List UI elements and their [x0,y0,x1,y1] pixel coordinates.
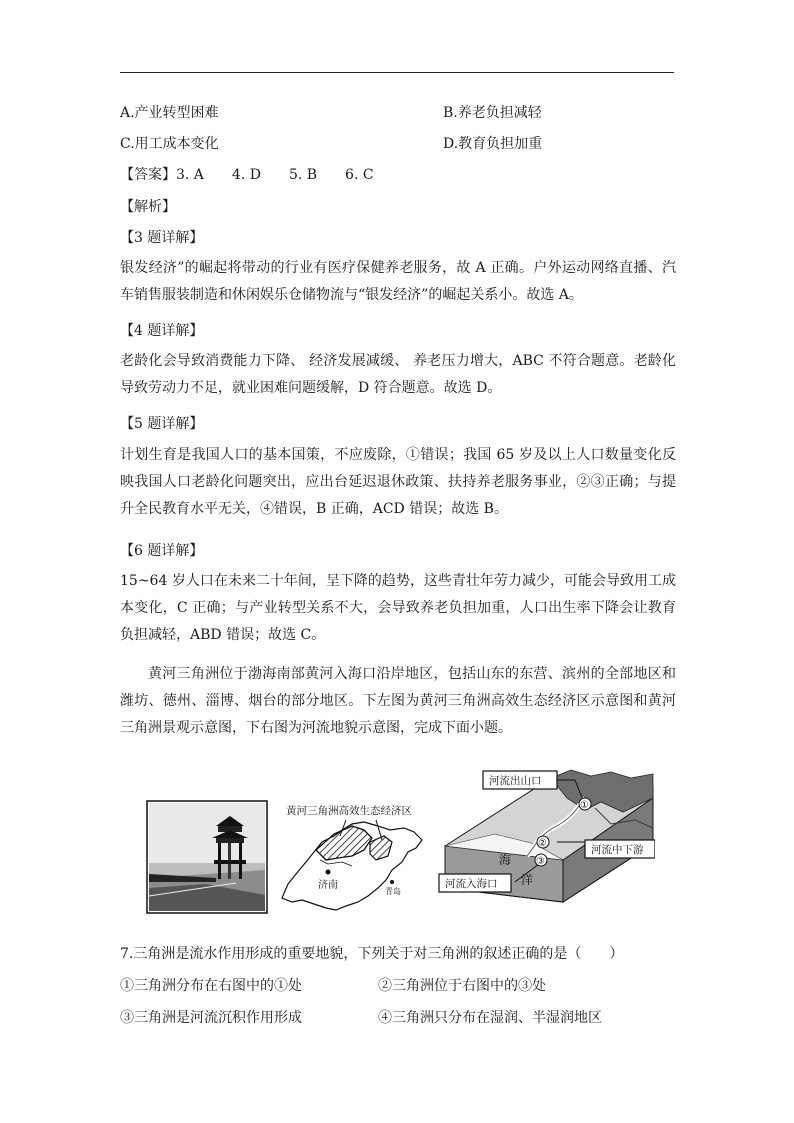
header-rule [120,72,674,73]
q7-option-2: ②三角洲位于右图中的③处 [378,978,546,994]
label-estuary: 河流入海口 [445,878,498,890]
option-c: C.用工成本变化 [120,136,219,152]
q5-text: 计划生育是我国人口的基本国策，不应废除，①错误；我国 65 岁及以上人口数量变化反映我国人口老龄化问题突出，应出台延迟退休政策、扶持养老服务事业，②③正确；与提升全民教育水平无关，④错误，B 正确，ACD 错误；故选 B。 [120,447,676,517]
q6-text: 15~64 岁人口在未来二十年间，呈下降的趋势，这些青壮年劳力减少，可能会导致用工成本变化，C 正确；与产业转型关系不大，会导致养老负担加重，人口出生率下降会让教育负担减轻，ABD 错误；故选 C。 [120,573,676,643]
analysis-heading: 【解析】 [120,199,176,215]
map-zone-label: 黄河三角洲高效生态经济区 [286,805,412,817]
label-mid-lower: 河流中下游 [591,844,644,856]
answer-line: 【答案】3. A 4. D 5. B 6. C [120,167,374,183]
option-b: B.养老负担减轻 [443,105,542,121]
label-mountain-exit: 河流出山口 [489,775,542,787]
q4-text: 老龄化会导致消费能力下降、 经济发展减缓、 养老压力增大，ABC 不符合题意。老龄化导致劳动力不足，就业困难问题缓解，D 符合题意。故选 D。 [120,353,676,396]
q7-option-3: ③三角洲是河流沉积作用形成 [120,1010,302,1026]
marker-2-text: ② [538,838,547,849]
q5-heading: 【5 题详解】 [120,416,204,432]
map-city-qingdao: 青岛 [385,887,401,896]
map-city-jinan: 济南 [318,880,338,891]
q6-heading: 【6 题详解】 [120,543,204,559]
q3-text: 银发经济”的崛起将带动的行业有医疗保健养老服务，故 A 正确。户外运动网络直播、汽车销售服装制造和休闲娱乐仓储物流与“银发经济”的崛起关系小。故选 A。 [120,260,676,303]
q7-option-4: ④三角洲只分布在湿润、半湿润地区 [378,1010,602,1026]
q3-heading: 【3 题详解】 [120,230,204,246]
option-a: A.产业转型困难 [120,105,219,121]
sea-char-1: 海 [499,853,512,867]
q7-stem: 7.三角洲是流水作用形成的重要地貌，下列关于对三角洲的叙述正确的是（ ） [120,946,624,962]
q4-heading: 【4 题详解】 [120,323,204,339]
option-d: D.教育负担加重 [443,136,543,152]
left-figure [146,800,430,914]
sea-char-2: 洋 [521,873,534,887]
intro-paragraph: 黄河三角洲位于渤海南部黄河入海口沿岸地区，包括山东的东营、滨州的全部地区和潍坊、德州、淄博、烟台的部分地区。下左图为黄河三角洲高效生态经济区示意图和黄河三角洲景观示意图，下右图为河流地貌示意图，完成下面小题。 [120,666,676,736]
q7-option-1: ①三角洲分布在右图中的①处 [120,978,302,994]
river-landform-diagram [435,768,655,904]
pavilion-photo [147,801,267,913]
marker-1-text: ① [580,800,589,811]
shandong-map [282,820,422,910]
marker-3-text: ③ [536,856,545,867]
